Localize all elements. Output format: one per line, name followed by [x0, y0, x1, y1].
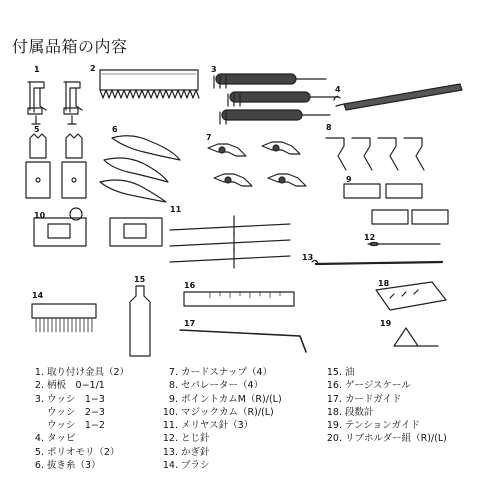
- figure-number-1: 1: [34, 65, 40, 74]
- legend-item-number: 12.: [162, 433, 178, 445]
- legend-item-number: [28, 419, 44, 432]
- figure-number-10: 10: [34, 211, 46, 220]
- tapestry-needle-illustration: [368, 243, 440, 246]
- legend-item-label: ウッシ 1−2: [44, 420, 105, 432]
- legend-item-number: 13.: [162, 446, 178, 458]
- figure-number-14: 14: [32, 291, 44, 300]
- legend-item-number: 6.: [34, 460, 44, 472]
- legend-item: [322, 366, 447, 379]
- brush-illustration: [32, 304, 96, 332]
- legend-column-left: [28, 366, 129, 472]
- legend-column-middle: [158, 366, 282, 472]
- legend-item-label: リブホルダー組（R)/(L): [342, 433, 447, 445]
- legend-item-number: 17.: [326, 393, 342, 405]
- legend-item-label: ブラシ: [178, 460, 210, 472]
- legend-item: [322, 406, 447, 419]
- legend-item-number: 20.: [326, 433, 342, 445]
- legend-item-number: 2.: [34, 380, 44, 392]
- legend-item-label: 油: [342, 367, 355, 378]
- magic-cams-illustration: [34, 208, 162, 246]
- legend-item-label: かぎ針: [178, 446, 210, 458]
- figure-number-8: 8: [326, 123, 332, 132]
- legend-item-number: 4.: [34, 433, 44, 445]
- legend-item-number: 5.: [34, 446, 44, 458]
- figure-number-5: 5: [34, 125, 40, 134]
- legend-item-number: 15.: [326, 367, 342, 378]
- point-cams-illustration: [344, 184, 448, 224]
- legend-item-number: [28, 406, 44, 419]
- figure-number-4: 4: [335, 85, 341, 94]
- figure-number-16: 16: [184, 281, 196, 290]
- figure-number-18: 18: [378, 279, 390, 288]
- oil-bottle-illustration: [130, 286, 150, 356]
- legend-item-number: 1.: [34, 367, 44, 378]
- legend-item-label: 段数計: [342, 406, 374, 418]
- legend-item-number: 18.: [326, 406, 342, 418]
- legend-item-label: ウッシ 2−3: [44, 406, 105, 418]
- legend-item-label: ゲージスケール: [342, 380, 411, 392]
- legend-item: [28, 406, 129, 419]
- legend-item: [28, 459, 129, 472]
- figure-number-11: 11: [170, 205, 182, 214]
- figure-number-19: 19: [380, 319, 392, 328]
- waste-yarn-illustration: [100, 136, 180, 202]
- separators-illustration: [326, 138, 424, 170]
- legend-item: [158, 366, 282, 379]
- legend-item: [28, 366, 129, 379]
- legend-item-number: 7.: [168, 367, 178, 378]
- legend-item: [158, 419, 282, 432]
- crochet-hook-illustration: [312, 260, 442, 264]
- latch-needles-illustration: [170, 216, 290, 268]
- legend-item-label: 柄板 0−1/1: [44, 380, 105, 392]
- legend-item-label: ポリオモリ（2）: [44, 446, 120, 458]
- legend-item-label: 取り付け金具（2）: [44, 367, 130, 378]
- comb-plate-illustration: [100, 70, 199, 98]
- legend-item: [322, 432, 447, 445]
- figure-number-12: 12: [364, 233, 376, 242]
- legend-item-number: 19.: [326, 420, 342, 432]
- legend-item-label: ウッシ 1−3: [44, 393, 105, 405]
- page-title: 付属品箱の内容: [12, 37, 128, 56]
- legend-item: [158, 406, 282, 419]
- legend-item: [158, 459, 282, 472]
- figure-number-13: 13: [302, 253, 314, 262]
- latch-tool-illustration: [334, 84, 462, 110]
- legend-item: [322, 393, 447, 406]
- legend-item-number: 10.: [162, 406, 178, 418]
- legend-item-label: カードガイド: [342, 393, 402, 405]
- weights-illustration: [26, 134, 86, 198]
- figure-number-3: 3: [211, 65, 217, 74]
- legend-item: [28, 432, 129, 445]
- legend-item-number: 11.: [162, 420, 178, 432]
- tension-guide-illustration: [394, 328, 438, 346]
- legend-item: [322, 419, 447, 432]
- legend-item-label: タッピ: [44, 433, 76, 445]
- figure-number-6: 6: [112, 125, 118, 134]
- legend-item-number: 14.: [162, 460, 178, 472]
- legend-item-number: 8.: [168, 380, 178, 392]
- legend-item: [158, 393, 282, 406]
- legend-item-number: 9.: [168, 393, 178, 405]
- card-guide-illustration: [180, 330, 306, 352]
- legend-item-number: 3.: [34, 393, 44, 405]
- legend-item: [158, 446, 282, 459]
- gauge-scale-illustration: [184, 292, 294, 306]
- legend-item-label: メリヤス針（3）: [178, 420, 254, 432]
- legend-item: [322, 379, 447, 392]
- legend-item: [28, 419, 129, 432]
- legend-item-label: ポイントカムM（R)/(L): [178, 393, 282, 405]
- transfer-tools-illustration: [214, 74, 338, 124]
- figure-number-2: 2: [90, 64, 96, 73]
- legend-item-label: テンションガイド: [342, 420, 420, 432]
- legend-item-label: マジックカム（R)/(L): [178, 406, 274, 418]
- legend-item: [28, 393, 129, 406]
- legend-item-label: 抜き糸（3）: [44, 460, 101, 472]
- legend-item-label: カードスナップ（4）: [178, 367, 273, 378]
- figure-number-17: 17: [184, 319, 196, 328]
- legend-item-number: 16.: [326, 380, 342, 392]
- figure-number-7: 7: [206, 133, 212, 142]
- legend-item: [28, 446, 129, 459]
- card-snaps-illustration: [208, 142, 306, 186]
- figure-number-9: 9: [346, 175, 352, 184]
- legend-item: [158, 432, 282, 445]
- legend-item: [158, 379, 282, 392]
- clamp-illustration: [28, 82, 82, 124]
- legend-item: [28, 379, 129, 392]
- legend-column-right: [322, 366, 447, 446]
- legend-item-label: とじ針: [178, 433, 210, 445]
- figure-number-15: 15: [134, 275, 146, 284]
- legend-item-label: セパレーター（4）: [178, 380, 264, 392]
